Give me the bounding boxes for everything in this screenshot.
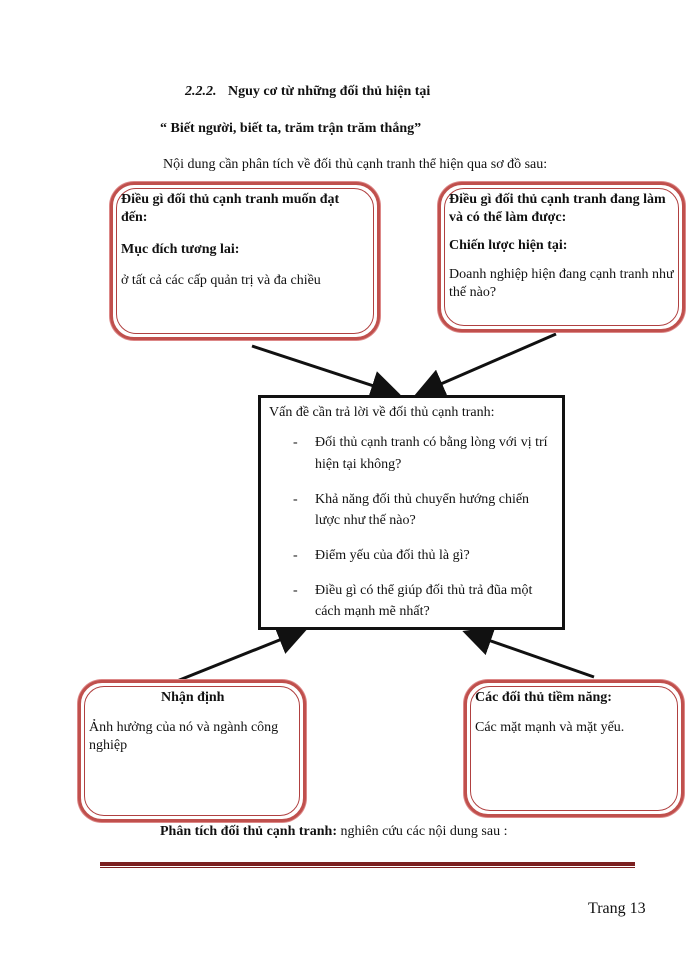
box-assessment xyxy=(78,680,306,822)
page-number: Trang 13 xyxy=(588,900,646,917)
analysis-line xyxy=(160,824,507,840)
section-quote: “ Biết người, biết ta, trăm trận trăm thắng” xyxy=(160,121,422,136)
box-current-strategy xyxy=(438,182,685,332)
box-text: Doanh nghiệp hiện đang cạnh tranh như thế nào? xyxy=(449,266,674,300)
box-text: ở tất cả các cấp quản trị và đa chiều xyxy=(121,272,321,288)
analysis-text: nghiên cứu các nội dung sau : xyxy=(336,824,508,839)
box-subheading: Chiến lược hiện tại: xyxy=(449,238,568,254)
intro-text: Nội dung cần phân tích về đối thủ cạnh tranh thể hiện qua sơ đồ sau: xyxy=(163,157,548,172)
box-subheading: Mục đích tương lai: xyxy=(121,242,240,258)
list-item: - Khả năng đối thủ chuyển hướng chiến lược như thế nào? xyxy=(293,491,530,529)
footer-rule xyxy=(100,862,635,866)
arrow-bottom-right xyxy=(468,633,594,677)
list-item: - Điểm yếu của đối thủ là gì? xyxy=(293,547,470,563)
question-list xyxy=(269,432,554,623)
analysis-label: Phân tích đối thủ cạnh tranh: xyxy=(160,824,337,839)
center-title: Vấn đề cần trả lời về đối thủ cạnh tranh: xyxy=(269,405,495,420)
box-potential-competitors xyxy=(464,680,684,817)
list-item: - Điều gì có thể giúp đối thủ trả đũa một cách mạnh mẽ nhất? xyxy=(293,582,533,620)
box-text: Ảnh hưởng của nó và ngành công nghiệp xyxy=(89,720,279,754)
section-number: 2.2.2. xyxy=(185,84,217,99)
box-heading: Các đối thủ tiềm năng: xyxy=(475,690,612,705)
box-heading: Điều gì đối thủ cạnh tranh đang làm và có thể làm được: xyxy=(449,192,666,226)
arrow-bottom-left xyxy=(172,631,302,683)
box-text: Các mặt mạnh và mặt yếu. xyxy=(475,720,625,736)
box-heading: Điều gì đối thủ cạnh tranh muốn đạt đến: xyxy=(121,192,340,226)
footer-rule-thin xyxy=(100,867,635,868)
section-title: Nguy cơ từ những đối thủ hiện tại xyxy=(228,84,431,99)
center-questions-box xyxy=(258,395,565,630)
arrow-top-left xyxy=(252,346,395,393)
box-heading: Nhận định xyxy=(161,690,225,705)
arrow-top-right xyxy=(420,334,556,393)
box-future-goals xyxy=(110,182,380,340)
list-item: - Đối thủ cạnh tranh có bằng lòng với vị trí hiện tại không? xyxy=(293,435,548,472)
